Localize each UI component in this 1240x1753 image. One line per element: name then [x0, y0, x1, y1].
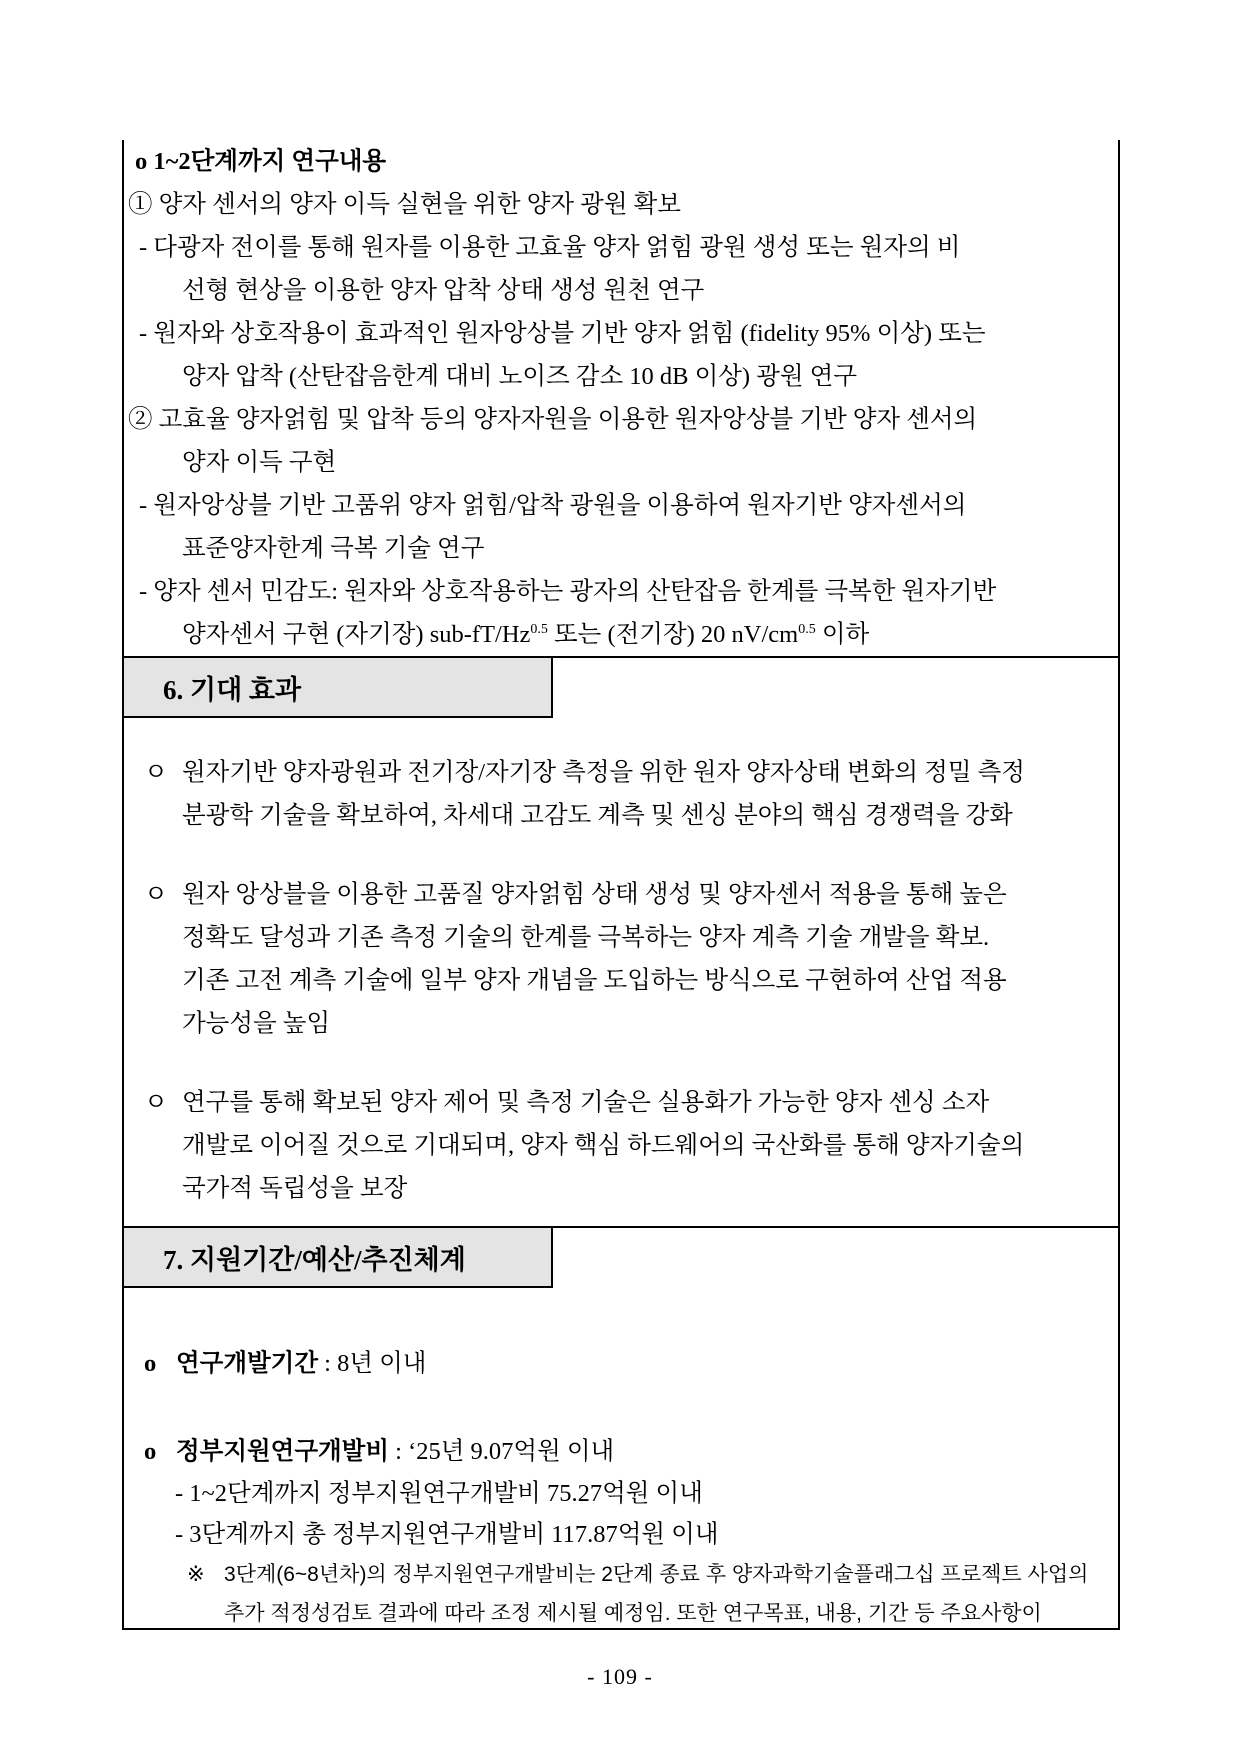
text-line: ② 고효율 양자얽힘 및 압착 등의 양자자원을 이용한 원자앙상블 기반 양자 센서의 — [128, 406, 978, 433]
text-line: 개발로 이어질 것으로 기대되며, 양자 핵심 하드웨어의 국산화를 통해 양자기술의 — [182, 1132, 1025, 1159]
section7-content-box — [124, 1288, 1118, 1630]
item-marker: o — [144, 1350, 157, 1377]
reference-mark: ※ — [187, 1563, 205, 1586]
bullet-line — [124, 1081, 1118, 1124]
section7-header: 7. 지원기간/예산/추진체계 — [124, 1228, 553, 1288]
sensitivity-spec-line — [124, 613, 1118, 656]
item-marker: o — [144, 1438, 157, 1465]
bullet-text: 원자 앙상블을 이용한 고품질 양자얽힘 상태 생성 및 양자센서 적용을 통해 높은 — [182, 881, 1007, 908]
bullet-marker: ㅇ — [144, 881, 168, 908]
bullet-paragraph — [124, 873, 1118, 1045]
section6-header: 6. 기대 효과 — [124, 658, 553, 718]
bullet-paragraph — [124, 1081, 1118, 1210]
section6-content-box — [124, 718, 1118, 1228]
bullet-text: 원자기반 양자광원과 전기장/자기장 측정을 위한 원자 양자상태 변화의 정밀 측정 — [182, 759, 1025, 786]
spec-text: 이하 — [815, 621, 870, 648]
item-value: : ‘25년 9.07억원 이내 — [389, 1438, 615, 1465]
bullet-paragraph — [124, 751, 1118, 837]
bullet-line — [124, 873, 1118, 916]
superscript: 0.5 — [798, 621, 816, 637]
text-line: 정확도 달성과 기존 측정 기술의 한계를 극복하는 양자 계측 기술 개발을 확보. — [182, 924, 990, 951]
text-line: - 다광자 전이를 통해 원자를 이용한 고효율 양자 얽힘 광원 생성 또는 원자의 비 — [139, 234, 961, 261]
text-line: - 원자와 상호작용이 효과적인 원자앙상블 기반 양자 얽힘 (fidelity 95% 이상) 또는 — [139, 320, 986, 347]
text-line: 표준양자한계 극복 기술 연구 — [182, 535, 485, 562]
bullet-marker: ㅇ — [144, 1089, 168, 1116]
spec-text: 또는 (전기장) 20 nV/cm — [547, 621, 799, 648]
text-line: 분광학 기술을 확보하여, 차세대 고감도 계측 및 센싱 분야의 핵심 경쟁력을 강화 — [182, 802, 1013, 829]
content-table — [122, 140, 1120, 1630]
plan-item-period — [124, 1342, 1118, 1385]
bullet-text: 연구를 통해 확보된 양자 제어 및 측정 기술은 실용화가 가능한 양자 센싱 소자 — [182, 1089, 990, 1116]
text-line: 양자 이득 구현 — [182, 449, 337, 476]
plan-item-budget — [124, 1430, 1118, 1473]
budget-note-line — [124, 1555, 1118, 1594]
text-line: - 양자 센서 민감도: 원자와 상호작용하는 광자의 산탄잡음 한계를 극복한 원자기반 — [139, 578, 997, 605]
stage-content-box — [124, 140, 1118, 658]
budget-sub-line: - 3단계까지 총 정부지원연구개발비 117.87억원 이내 — [175, 1521, 719, 1548]
note-text: 3단계(6~8년차)의 정부지원연구개발비는 2단계 종료 후 양자과학기술플래그십 프로젝트 사업의 — [224, 1563, 1089, 1586]
text-line: ① 양자 센서의 양자 이득 실현을 위한 양자 광원 확보 — [128, 191, 681, 218]
superscript: 0.5 — [530, 621, 548, 637]
item-label: 연구개발기간 — [176, 1350, 319, 1377]
text-line: 가능성을 높임 — [182, 1010, 331, 1037]
text-line: 국가적 독립성을 보장 — [182, 1175, 408, 1202]
spec-text: 양자센서 구현 (자기장) sub-fT/Hz — [182, 621, 531, 648]
text-line: 선형 현상을 이용한 양자 압착 상태 생성 원천 연구 — [182, 277, 705, 304]
bullet-line — [124, 751, 1118, 794]
section6-header-row — [124, 658, 1118, 718]
item-value: : 8년 이내 — [318, 1350, 427, 1377]
text-line: 양자 압착 (산탄잡음한계 대비 노이즈 감소 10 dB 이상) 광원 연구 — [182, 363, 857, 390]
text-line: 기존 고전 계측 기술에 일부 양자 개념을 도입하는 방식으로 구현하여 산업 적용 — [182, 967, 1007, 994]
text-line: - 원자앙상블 기반 고품위 양자 얽힘/압착 광원을 이용하여 원자기반 양자센서의 — [139, 492, 967, 519]
page-number: - 109 - — [587, 1664, 653, 1689]
stage-title: o 1~2단계까지 연구내용 — [135, 148, 387, 175]
budget-sub-line: - 1~2단계까지 정부지원연구개발비 75.27억원 이내 — [175, 1480, 703, 1507]
bullet-marker: ㅇ — [144, 759, 168, 786]
item-label: 정부지원연구개발비 — [176, 1438, 390, 1465]
budget-note-line: 추가 적정성검토 결과에 따라 조정 제시될 예정임. 또한 연구목표, 내용, 기간 등 주요사항이 — [224, 1602, 1042, 1625]
section7-header-row — [124, 1228, 1118, 1288]
